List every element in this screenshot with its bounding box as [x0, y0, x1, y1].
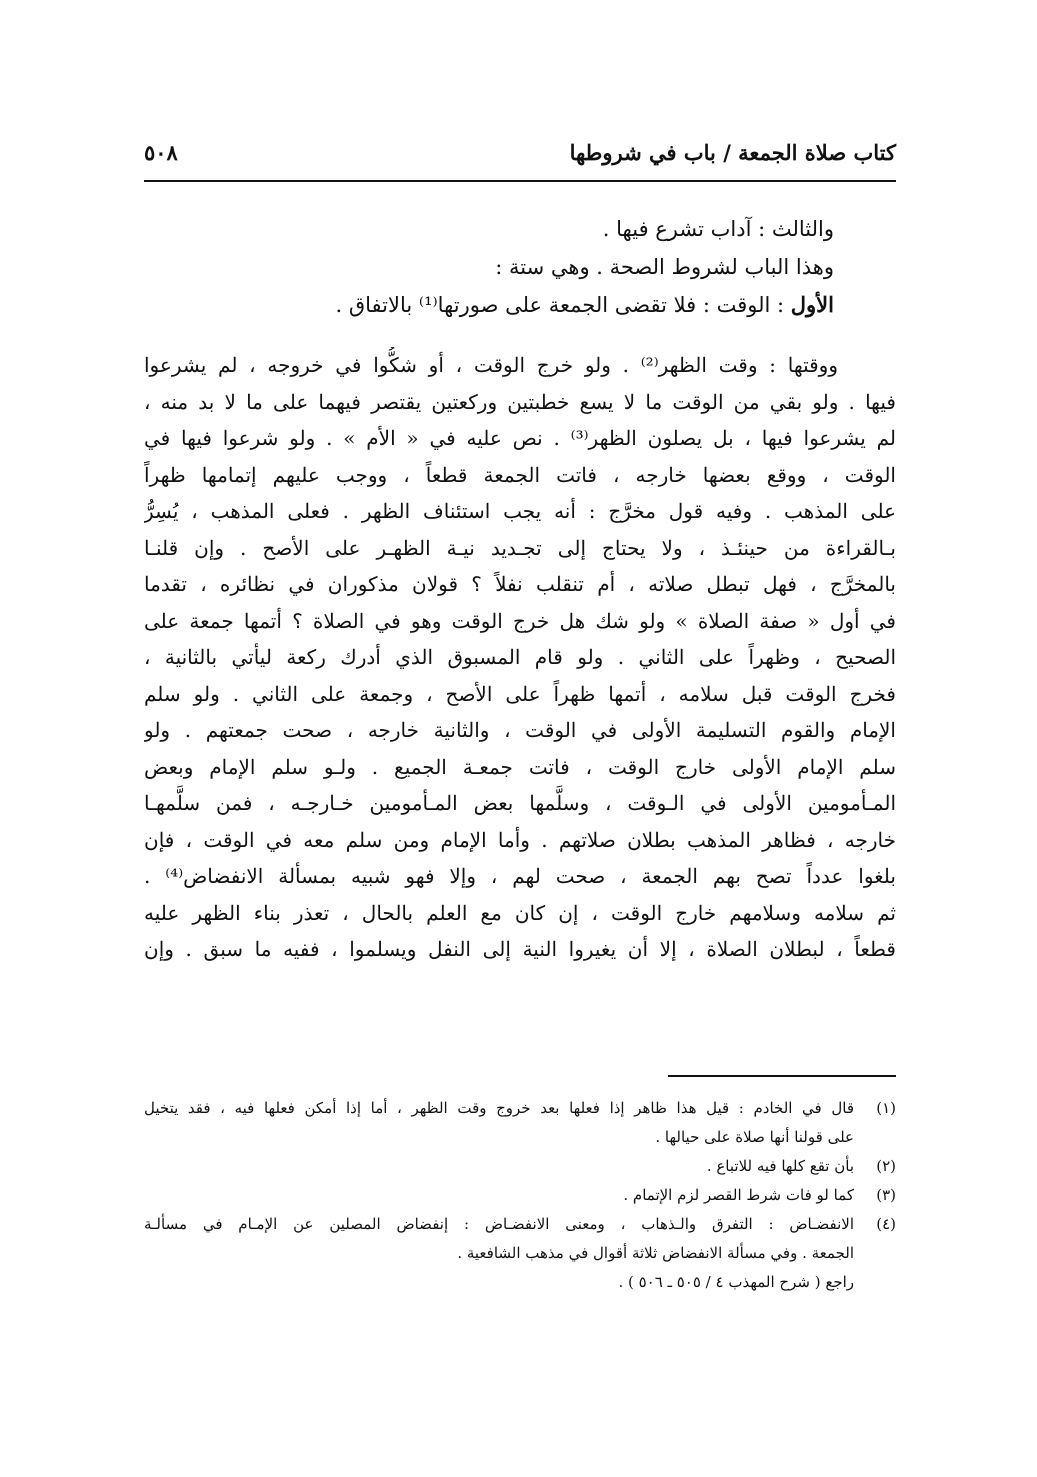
text-line: الإمام والقوم التسليمة الأولى في الوقت ، والثانية خارجه ، صحت جمعتهم . ولو: [144, 718, 896, 742]
section-heading: الأول: [790, 292, 834, 317]
footnote: [144, 1152, 896, 1181]
footnote-divider: [668, 1075, 896, 1077]
footnote-line: قال في الخادم : قيل هذا ظاهر إذا فعلها بعد خروج وقت الظهر ، أما إذا أمكن فعلها فيه ، فقد يتخيل: [144, 1099, 854, 1117]
intro-line: والثالث : آداب تشرع فيها .: [602, 217, 834, 241]
intro-line-text: : الوقت : فلا تقضى الجمعة على صورتها⁽¹⁾ بالاتفاق .: [335, 293, 791, 317]
text-line: بلغوا عدداً تصح بهم الجمعة ، صحت لهم ، وإلا فهو شبيه بمسألة الانفضاض⁽⁴⁾ .: [144, 864, 896, 888]
text-line: الوقت ، ووقع بعضها خارجه ، فاتت الجمعة قطعاً ، ووجب عليهم إتمامها ظهراً: [144, 462, 896, 487]
text-line: فيها . ولو بقي من الوقت ما لا يسع خطبتين وركعتين يقتصر فيهما على ما لا بد منه ،: [144, 389, 896, 414]
footnotes: [144, 1094, 896, 1297]
text-line: الصحيح ، وظهراً على الثاني . ولو قام المسبوق الذي أدرك ركعة ليأتي بالثانية ،: [144, 645, 896, 669]
footnote-number: (٤): [876, 1215, 896, 1233]
footnote: [144, 1181, 896, 1210]
text-line: فخرج الوقت قبل سلامه ، أتمها ظهراً على الأصح ، وجمعة على الثاني . ولو سلم: [144, 681, 896, 706]
text-line: ووقتها : وقت الظهر⁽²⁾ . ولو خرج الوقت ، أو شكُّوا في خروجه ، لم يشرعوا: [144, 353, 838, 377]
page-number: ٥٠٨: [144, 140, 178, 165]
intro-line: وهذا الباب لشروط الصحة . وهي ستة :: [495, 255, 834, 279]
text-line: خارجه ، فظاهر المذهب بطلان صلاتهم . وأما الإمام ومن سلم معه في الوقت ، فإن: [144, 827, 896, 852]
text-line: لم يشرعوا فيها ، بل يصلون الظهر⁽³⁾ . نص عليه في « الأم » . ولو شرعوا فيها في: [144, 426, 896, 450]
text-line: ثم سلامه وسلامهم خارج الوقت ، إن كان مع العلم بالحال ، تعذر بناء الظهر عليه: [144, 900, 896, 925]
footnote-line: بأن تقع كلها فيه للاتباع .: [706, 1157, 854, 1175]
footnote: [144, 1094, 896, 1152]
footnote-line: الانفضـاض : التفرق والـذهاب ، ومعنى الانفضـاض : إنفضاض المصلين عن الإمـام في مسألـة: [144, 1215, 854, 1233]
text-line: على المذهب . وفيه قول مخرَّج : أنه يجب استئناف الظهر . فعلى المذهب ، يُسِرُّ: [144, 499, 896, 523]
footnote: [144, 1210, 896, 1297]
footnote-line: كما لو فات شرط القصر لزم الإتمام .: [623, 1186, 854, 1204]
main-text: [144, 347, 896, 968]
header-divider: [144, 180, 896, 182]
footnote-line: الجمعة . وفي مسألة الانفضاض ثلاثة أقوال في مذهب الشافعية .: [457, 1244, 854, 1262]
text-line: قطعاً ، لبطلان الصلاة ، إلا أن يغيروا النية إلى النفل ويسلموا ، ففيه ما سبق . وإن: [144, 937, 896, 961]
footnote-line: على قولنا أنها صلاة على حيالها .: [655, 1128, 854, 1146]
footnote-number: (٣): [876, 1186, 896, 1204]
text-line: بـالقراءة من حينئـذ ، ولا يحتاج إلى تجـديد نيـة الظهـر على الأصح . وإن قلنـا: [144, 535, 896, 560]
text-line: سلم الإمام الأولى خارج الوقت ، فاتت جمعـة الجميع . ولـو سلم الإمام وبعض: [144, 754, 896, 779]
running-title: كتاب صلاة الجمعة / باب في شروطها: [569, 140, 896, 165]
page-header: [144, 140, 896, 176]
text-line: المـأمومين الأولى في الـوقت ، وسلَّمها بعض المـأمومين خـارجـه ، فمن سلَّمهـا: [144, 791, 896, 815]
intro-line: [144, 286, 834, 324]
intro-block: [144, 210, 834, 324]
footnote-number: (٢): [876, 1157, 896, 1175]
text-line: في أول « صفة الصلاة » ولو شك هل خرج الوقت وهو في الصلاة ؟ أتمها جمعة على: [144, 608, 896, 633]
text-line: بالمخرَّج ، فهل تبطل صلاته ، أم تنقلب نفلاً ؟ قولان مذكوران في نظائره ، تقدما: [144, 572, 896, 596]
footnote-number: (١): [876, 1099, 896, 1117]
footnote-line: راجع ( شرح المهذب ٤ / ٥٠٥ ـ ٥٠٦ ) .: [618, 1273, 854, 1291]
